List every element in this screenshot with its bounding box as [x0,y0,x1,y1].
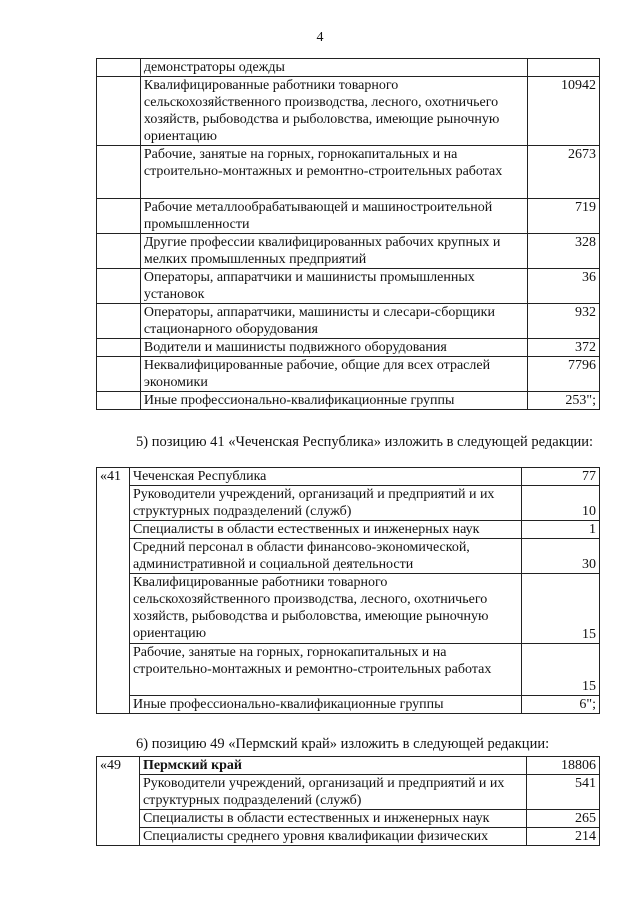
row-label: Операторы, аппаратчики и машинисты промышленных установок [140,269,527,304]
row-label: Иные профессионально-квалификационные группы [129,696,521,714]
table-row [97,574,600,644]
table-row [97,234,600,269]
table-row [97,828,600,846]
row-value: 328 [528,234,600,269]
row-label: Водители и машинисты подвижного оборудования [140,339,527,357]
row-value: 6"; [522,696,600,714]
table-row [97,810,600,828]
table-cell [97,304,141,339]
row-label: Пермский край [139,757,526,775]
table-region-continuation [96,58,600,410]
position-code: «41 [97,468,130,714]
row-value: 253"; [528,392,600,410]
table-row [97,757,600,775]
row-label: Специалисты в области естественных и инженерных наук [129,521,521,539]
table-row [97,775,600,810]
table-row [97,339,600,357]
table-cell [97,146,141,199]
table-cell [97,392,141,410]
row-label: Чеченская Республика [129,468,521,486]
row-label: Иные профессионально-квалификационные группы [140,392,527,410]
row-value: 30 [522,539,600,574]
table-cell [528,59,600,77]
row-label: Руководители учреждений, организаций и предприятий и их структурных подразделений (служб) [139,775,526,810]
row-value: 932 [528,304,600,339]
row-label: Квалифицированные работники товарного сельскохозяйственного производства, лесного, охотничьего хозяйств, рыбоводства и рыболовства, имеющие рыночную ориентацию [140,77,527,146]
row-value: 77 [522,468,600,486]
row-label: Квалифицированные работники товарного сельскохозяйственного производства, лесного, охотничьего хозяйств, рыбоводства и рыболовства, имеющие рыночную ориентацию [129,574,521,644]
row-value: 7796 [528,357,600,392]
paragraph-item-5: 5) позицию 41 «Чеченская Республика» изложить в следующей редакции: [136,434,594,450]
row-label: Операторы, аппаратчики, машинисты и слесари-сборщики стационарного оборудования [140,304,527,339]
position-code: «49 [97,757,140,846]
paragraph-item-6: 6) позицию 49 «Пермский край» изложить в следующей редакции: [136,736,550,752]
table-row [97,468,600,486]
row-label: Другие профессии квалифицированных рабочих крупных и мелких промышленных предприятий [140,234,527,269]
table-row [97,644,600,696]
row-label: Специалисты среднего уровня квалификации физических [139,828,526,846]
row-value: 2673 [528,146,600,199]
row-value: 265 [527,810,600,828]
row-label: Неквалифицированные рабочие, общие для всех отраслей экономики [140,357,527,392]
page-number: 4 [316,30,324,45]
row-label: Руководители учреждений, организаций и предприятий и их структурных подразделений (служб) [129,486,521,521]
row-value: 10 [522,486,600,521]
row-value: 36 [528,269,600,304]
table-cell [97,199,141,234]
row-value: 719 [528,199,600,234]
row-value: 15 [522,644,600,696]
row-value: 372 [528,339,600,357]
row-label: Рабочие, занятые на горных, горнокапитальных и на строительно-монтажных и ремонтно-строительных работах [140,146,527,199]
table-row [97,696,600,714]
row-label: Рабочие металлообрабатывающей и машиностроительной промышленности [140,199,527,234]
table-row [97,59,600,77]
row-value: 15 [522,574,600,644]
table-row [97,77,600,146]
table-cell [97,269,141,304]
row-value: 18806 [527,757,600,775]
table-row [97,357,600,392]
row-value: 10942 [528,77,600,146]
table-perm-krai [96,756,600,846]
row-label: Средний персонал в области финансово-экономической, административной и социальной деятельности [129,539,521,574]
row-label: демонстраторы одежды [140,59,527,77]
table-chechen-republic [96,467,600,714]
row-value: 1 [522,521,600,539]
table-row [97,521,600,539]
table-cell [97,357,141,392]
table-row [97,539,600,574]
table-row [97,486,600,521]
row-value: 214 [527,828,600,846]
table-cell [97,234,141,269]
row-value: 541 [527,775,600,810]
table-cell [97,77,141,146]
row-label: Специалисты в области естественных и инженерных наук [139,810,526,828]
table-row [97,392,600,410]
table-row [97,304,600,339]
table-cell [97,339,141,357]
table-row [97,146,600,199]
table-row [97,269,600,304]
table-row [97,199,600,234]
table-cell [97,59,141,77]
row-label: Рабочие, занятые на горных, горнокапитальных и на строительно-монтажных и ремонтно-строительных работах [129,644,521,696]
